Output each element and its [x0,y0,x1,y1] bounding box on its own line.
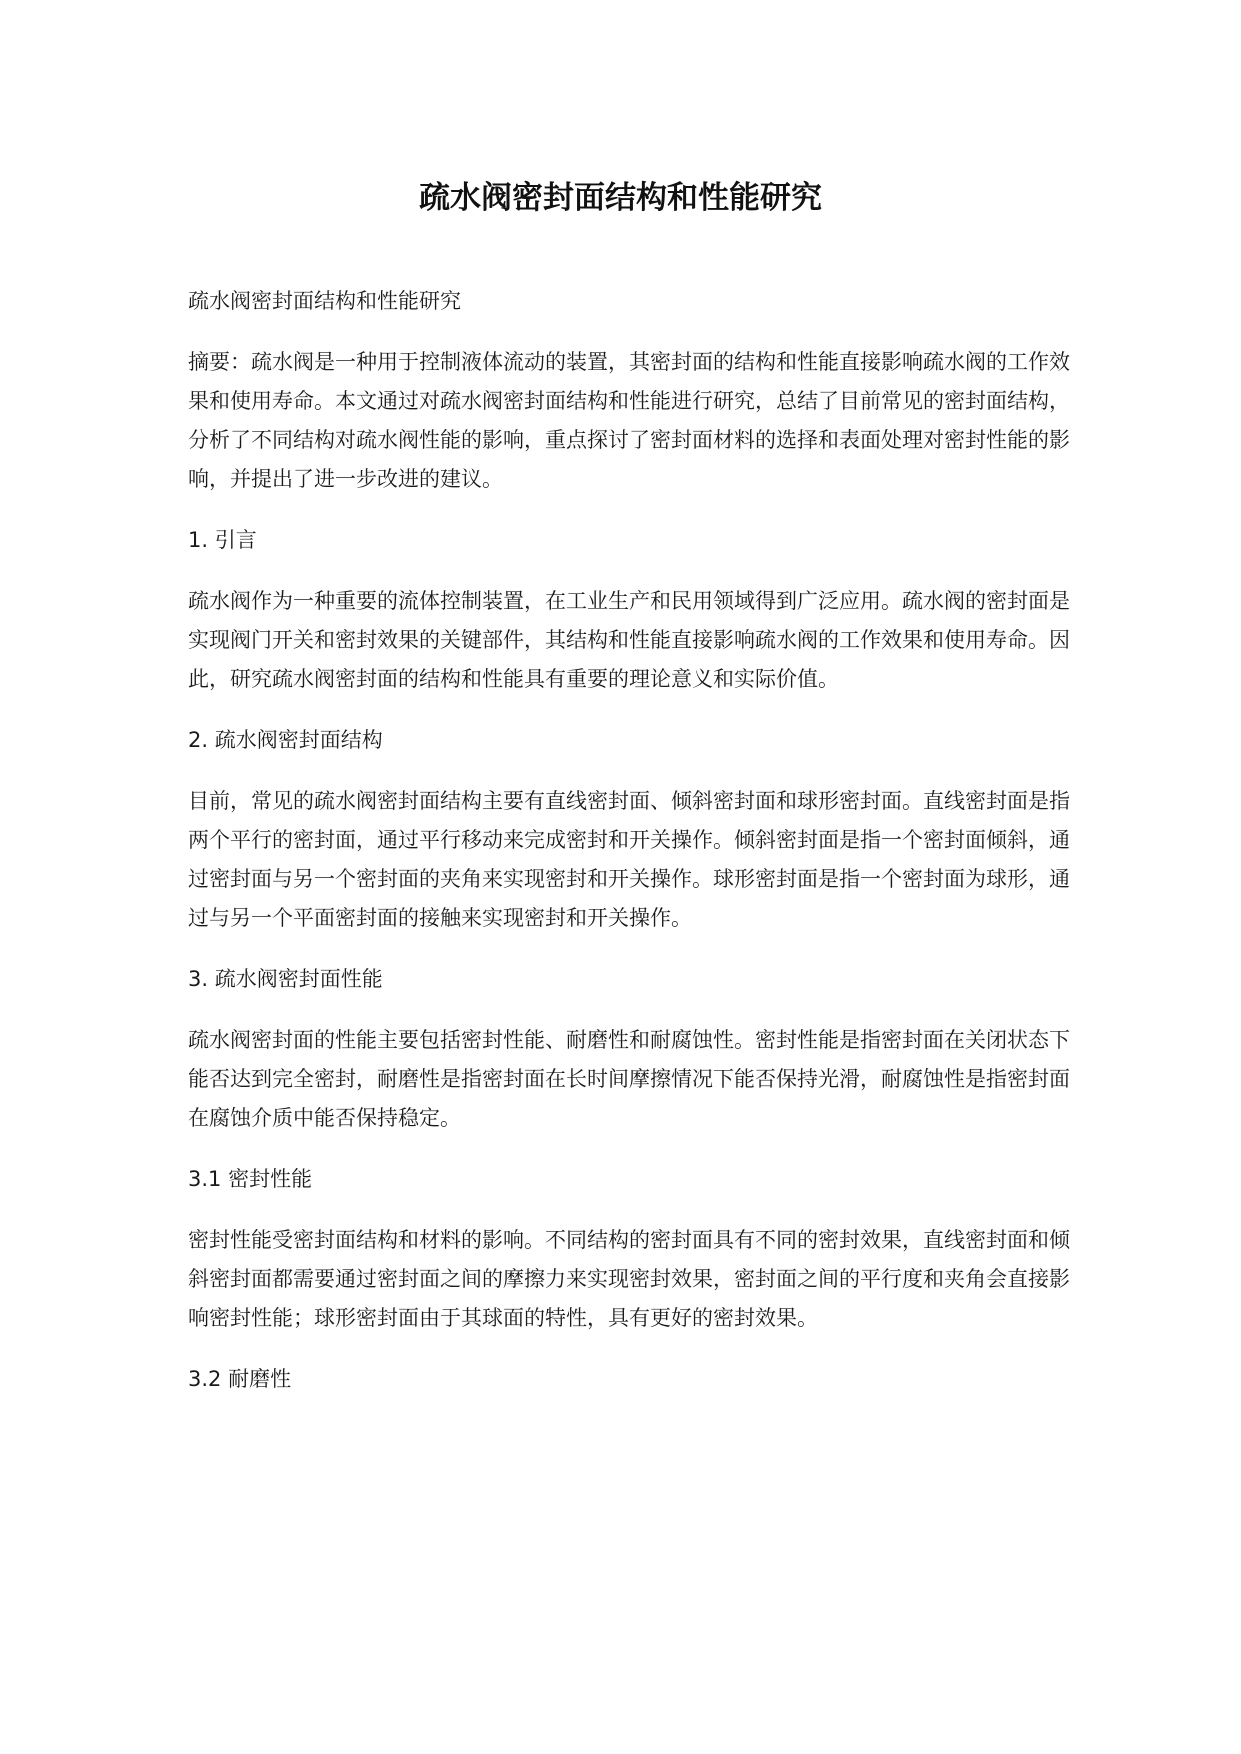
section-body-structure: 目前，常见的疏水阀密封面结构主要有直线密封面、倾斜密封面和球形密封面。直线密封面是指两个平行的密封面，通过平行移动来完成密封和开关操作。倾斜密封面是指一个密封面倾斜，通过密封面与另一个密封面的夹角来实现密封和开关操作。球形密封面是指一个密封面为球形，通过与另一个平面密封面的接触来实现密封和开关操作。 [188,789,1070,930]
section-heading-sealing: 3.1 密封性能 [188,1167,313,1191]
document-subtitle: 疏水阀密封面结构和性能研究 [188,289,461,313]
document-title: 疏水阀密封面结构和性能研究 [419,180,822,216]
section-heading-performance: 3. 疏水阀密封面性能 [188,967,383,991]
section-heading-introduction: 1. 引言 [188,528,257,552]
abstract-paragraph: 摘要：疏水阀是一种用于控制液体流动的装置，其密封面的结构和性能直接影响疏水阀的工作效果和使用寿命。本文通过对疏水阀密封面结构和性能进行研究，总结了目前常见的密封面结构，分析了不同结构对疏水阀性能的影响，重点探讨了密封面材料的选择和表面处理对密封性能的影响，并提出了进一步改进的建议。 [188,350,1070,491]
section-heading-wear-resistance: 3.2 耐磨性 [188,1367,292,1391]
document-body [188,282,1078,1421]
section-heading-structure: 2. 疏水阀密封面结构 [188,728,383,752]
section-body-introduction: 疏水阀作为一种重要的流体控制装置，在工业生产和民用领域得到广泛应用。疏水阀的密封面是实现阀门开关和密封效果的关键部件，其结构和性能直接影响疏水阀的工作效果和使用寿命。因此，研究疏水阀密封面的结构和性能具有重要的理论意义和实际价值。 [188,589,1070,691]
section-body-performance: 疏水阀密封面的性能主要包括密封性能、耐磨性和耐腐蚀性。密封性能是指密封面在关闭状态下能否达到完全密封，耐磨性是指密封面在长时间摩擦情况下能否保持光滑，耐腐蚀性是指密封面在腐蚀介质中能否保持稳定。 [188,1028,1070,1130]
section-body-sealing: 密封性能受密封面结构和材料的影响。不同结构的密封面具有不同的密封效果，直线密封面和倾斜密封面都需要通过密封面之间的摩擦力来实现密封效果，密封面之间的平行度和夹角会直接影响密封性能；球形密封面由于其球面的特性，具有更好的密封效果。 [188,1228,1070,1330]
